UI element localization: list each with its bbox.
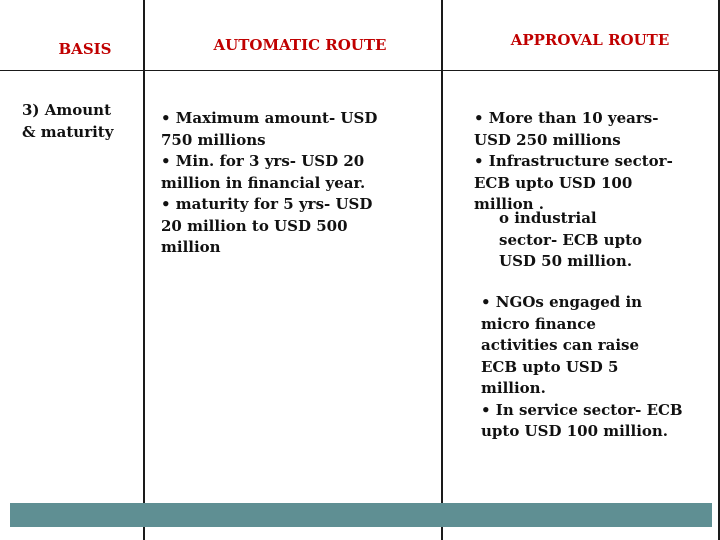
- approval-line: • Infrastructure sector-: [474, 152, 673, 170]
- automatic-route-cell: [161, 108, 436, 259]
- approval-bottom-line: micro finance: [481, 314, 596, 333]
- basis-line: & maturity: [22, 122, 114, 141]
- automatic-line: million: [161, 238, 221, 256]
- footer-bar: [10, 503, 712, 527]
- approval-sub-line: USD 50 million.: [499, 252, 633, 270]
- header-row-divider: [0, 70, 720, 71]
- approval-sub-line: o industrial: [499, 209, 597, 227]
- approval-route-cell: [474, 108, 714, 216]
- approval-bottom-line: • In service sector- ECB: [481, 400, 683, 419]
- header-basis: BASIS: [58, 40, 112, 58]
- approval-line: ECB upto USD 100: [474, 173, 633, 192]
- automatic-line: • Maximum amount- USD: [161, 109, 378, 127]
- automatic-line: • Min. for 3 yrs- USD 20: [161, 152, 365, 170]
- approval-bottom-line: upto USD 100 million.: [481, 422, 669, 440]
- automatic-line: million in financial year.: [161, 173, 366, 192]
- approval-bottom-line: ECB upto USD 5: [481, 357, 619, 376]
- approval-sub-line: sector- ECB upto: [499, 230, 643, 249]
- header-automatic-route: AUTOMATIC ROUTE: [213, 36, 387, 54]
- approval-bottom-line: activities can raise: [481, 336, 640, 354]
- approval-bottom-line: million.: [481, 379, 546, 397]
- approval-bottom-line: • NGOs engaged in: [481, 293, 643, 311]
- approval-line: million .: [474, 195, 545, 213]
- basis-cell: [22, 100, 140, 143]
- approval-line: USD 250 millions: [474, 130, 621, 149]
- approval-line: • More than 10 years-: [474, 109, 659, 127]
- automatic-line: 750 millions: [161, 130, 266, 149]
- automatic-line: 20 million to USD 500: [161, 216, 348, 235]
- header-approval-route: APPROVAL ROUTE: [510, 31, 670, 49]
- approval-bottom-block: [481, 292, 715, 443]
- automatic-line: • maturity for 5 yrs- USD: [161, 195, 373, 213]
- basis-line: 3) Amount: [22, 101, 112, 119]
- column-divider-2: [441, 0, 443, 540]
- column-divider-1: [143, 0, 145, 540]
- approval-sub-bullet: [499, 208, 711, 273]
